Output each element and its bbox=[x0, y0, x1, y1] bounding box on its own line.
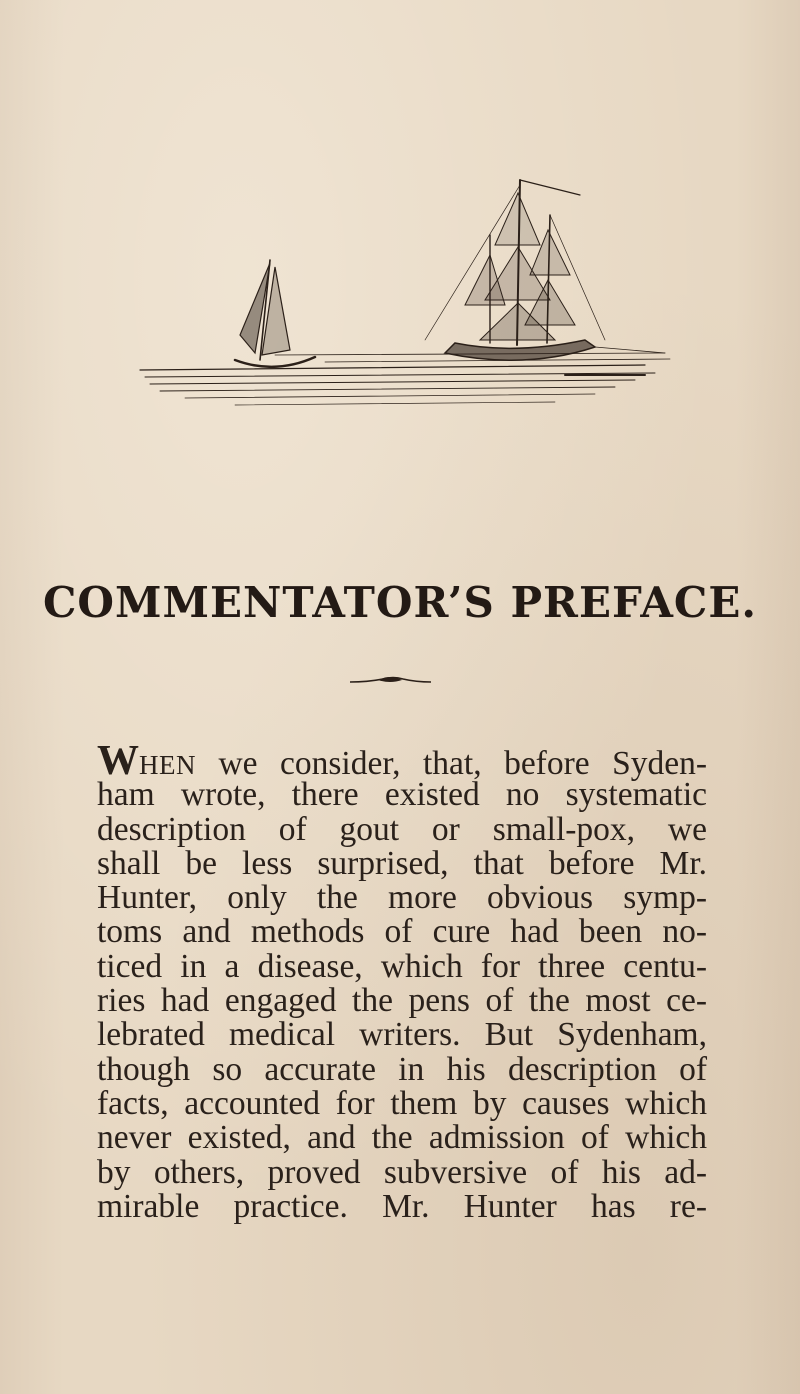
ornament bbox=[348, 672, 433, 686]
ship-engraving bbox=[125, 175, 675, 420]
body-line: lebrated medical writers. But Sydenham, bbox=[97, 1016, 707, 1054]
body-line: description of gout or small-pox, we bbox=[97, 810, 707, 848]
body-line: never existed, and the admission of which bbox=[97, 1119, 707, 1157]
body-line: toms and methods of cure had been no- bbox=[97, 913, 707, 951]
body-line: ticed in a disease, which for three centu- bbox=[97, 947, 707, 985]
ship-on-sea-engraving-icon bbox=[125, 175, 675, 420]
body-line: though so accurate in his description of bbox=[97, 1050, 707, 1088]
body-line: Hunter, only the more obvious symp- bbox=[97, 879, 707, 917]
body-text bbox=[97, 738, 707, 1225]
page-title: COMMENTATOR’S PREFACE. bbox=[43, 578, 757, 627]
body-line: by others, proved subversive of his ad- bbox=[97, 1153, 707, 1191]
initial-rest: HEN bbox=[139, 750, 196, 780]
body-line: shall be less surprised, that before Mr. bbox=[97, 844, 707, 882]
first-line-text: we consider, that, before Syden- bbox=[196, 745, 707, 782]
body-line: ham wrote, there existed no systematic bbox=[97, 776, 707, 814]
body-line: mirable practice. Mr. Hunter has re- bbox=[97, 1187, 707, 1225]
body-line: ries had engaged the pens of the most ce- bbox=[97, 982, 707, 1020]
flourish-rule-icon bbox=[348, 673, 433, 687]
body-line-1 bbox=[97, 738, 707, 784]
drop-initial: W bbox=[97, 738, 139, 784]
body-line: facts, accounted for them by causes which bbox=[97, 1084, 707, 1122]
